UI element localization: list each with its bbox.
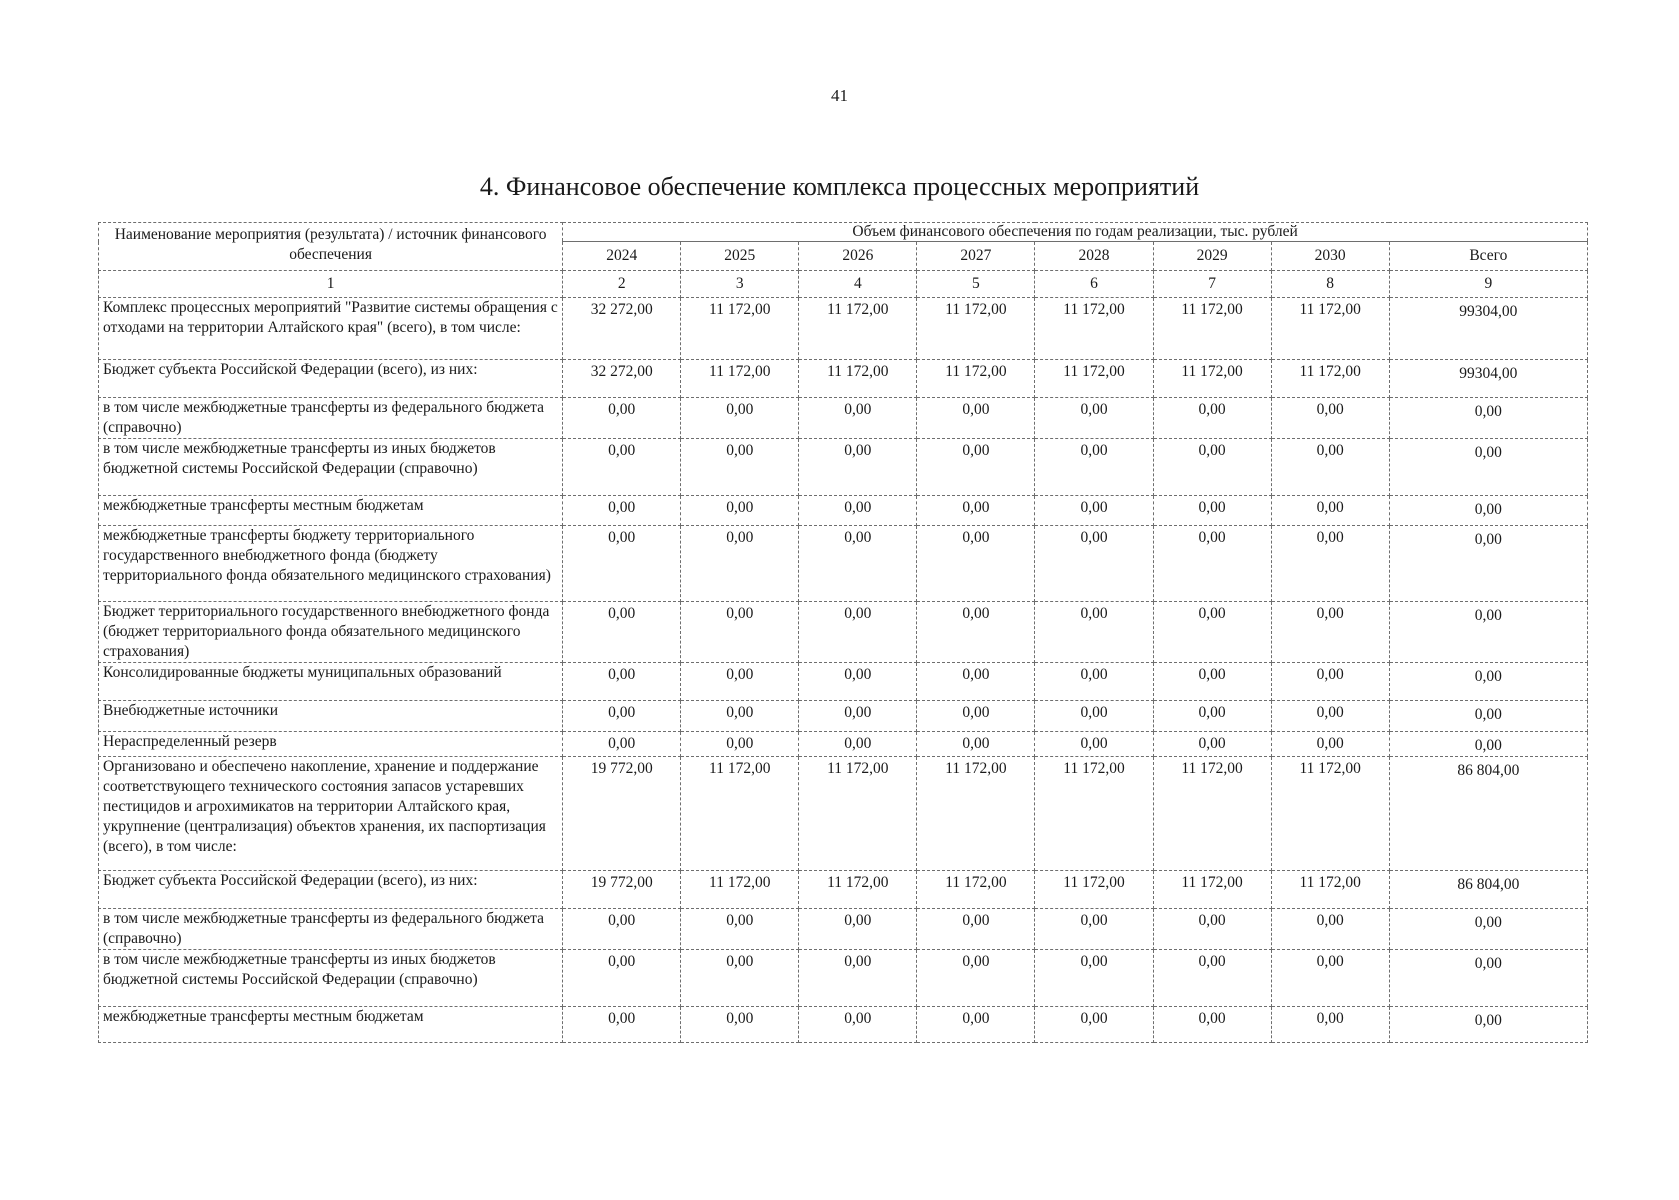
value-cell-2025: 0,00 xyxy=(681,663,799,701)
value-cell-2024: 0,00 xyxy=(563,909,681,950)
value-cell-2027: 0,00 xyxy=(917,950,1035,1007)
value-cell-2026: 11 172,00 xyxy=(799,360,917,398)
value-cell-2030: 11 172,00 xyxy=(1271,360,1389,398)
table-row xyxy=(99,732,1588,757)
column-number: 2 xyxy=(563,271,681,298)
table-row xyxy=(99,602,1588,663)
value-cell-2030: 0,00 xyxy=(1271,732,1389,757)
total-cell: 0,00 xyxy=(1389,602,1587,663)
value-cell-2025: 0,00 xyxy=(681,439,799,496)
value-cell-2028: 11 172,00 xyxy=(1035,298,1153,360)
value-cell-2024: 0,00 xyxy=(563,663,681,701)
value-cell-2030: 0,00 xyxy=(1271,950,1389,1007)
value-cell-2027: 0,00 xyxy=(917,732,1035,757)
column-number: 9 xyxy=(1389,271,1587,298)
value-cell-2027: 0,00 xyxy=(917,909,1035,950)
value-cell-2026: 0,00 xyxy=(799,732,917,757)
value-cell-2026: 0,00 xyxy=(799,701,917,732)
total-cell: 99304,00 xyxy=(1389,298,1587,360)
table-row xyxy=(99,496,1588,526)
value-cell-2029: 0,00 xyxy=(1153,950,1271,1007)
table-row xyxy=(99,439,1588,496)
value-cell-2025: 0,00 xyxy=(681,1007,799,1043)
value-cell-2025: 11 172,00 xyxy=(681,298,799,360)
value-cell-2028: 0,00 xyxy=(1035,526,1153,602)
table-row xyxy=(99,701,1588,732)
value-cell-2025: 11 172,00 xyxy=(681,360,799,398)
value-cell-2029: 11 172,00 xyxy=(1153,298,1271,360)
row-name-cell: Организовано и обеспечено накопление, хранение и поддержание соответствующего технического состояния запасов устаревших пестицидов и агрохимикатов на территории Алтайского края, укрупнение (централизация) объектов хранения, их паспортизация (всего), в том числе: xyxy=(99,757,563,871)
value-cell-2029: 0,00 xyxy=(1153,732,1271,757)
value-cell-2028: 0,00 xyxy=(1035,909,1153,950)
value-cell-2027: 0,00 xyxy=(917,398,1035,439)
row-name-cell: межбюджетные трансферты бюджету территориального государственного внебюджетного фонда (бюджету территориального фонда обязательного медицинского страхования) xyxy=(99,526,563,602)
value-cell-2030: 11 172,00 xyxy=(1271,871,1389,909)
total-cell: 0,00 xyxy=(1389,1007,1587,1043)
table-row xyxy=(99,398,1588,439)
header-financing-group: Объем финансового обеспечения по годам реализации, тыс. рублей xyxy=(563,223,1588,242)
value-cell-2029: 0,00 xyxy=(1153,526,1271,602)
value-cell-2025: 0,00 xyxy=(681,909,799,950)
column-number: 7 xyxy=(1153,271,1271,298)
value-cell-2026: 0,00 xyxy=(799,602,917,663)
value-cell-2024: 0,00 xyxy=(563,496,681,526)
value-cell-2024: 32 272,00 xyxy=(563,298,681,360)
table-row xyxy=(99,360,1588,398)
value-cell-2029: 11 172,00 xyxy=(1153,871,1271,909)
value-cell-2030: 0,00 xyxy=(1271,663,1389,701)
value-cell-2027: 0,00 xyxy=(917,1007,1035,1043)
value-cell-2030: 0,00 xyxy=(1271,398,1389,439)
total-cell: 86 804,00 xyxy=(1389,871,1587,909)
row-name-cell: Бюджет субъекта Российской Федерации (всего), из них: xyxy=(99,871,563,909)
row-name-cell: Бюджет территориального государственного внебюджетного фонда (бюджет территориального фонда обязательного медицинского страхования) xyxy=(99,602,563,663)
value-cell-2028: 11 172,00 xyxy=(1035,871,1153,909)
row-name-cell: в том числе межбюджетные трансферты из иных бюджетов бюджетной системы Российской Федерации (справочно) xyxy=(99,950,563,1007)
value-cell-2030: 0,00 xyxy=(1271,602,1389,663)
value-cell-2025: 0,00 xyxy=(681,701,799,732)
value-cell-2024: 0,00 xyxy=(563,701,681,732)
total-cell: 0,00 xyxy=(1389,526,1587,602)
value-cell-2025: 0,00 xyxy=(681,496,799,526)
value-cell-2029: 0,00 xyxy=(1153,663,1271,701)
column-number: 5 xyxy=(917,271,1035,298)
header-name-cell: Наименование мероприятия (результата) / источник финансового обеспечения xyxy=(99,223,563,271)
value-cell-2027: 0,00 xyxy=(917,496,1035,526)
value-cell-2030: 0,00 xyxy=(1271,701,1389,732)
table-row xyxy=(99,950,1588,1007)
value-cell-2029: 0,00 xyxy=(1153,602,1271,663)
value-cell-2025: 0,00 xyxy=(681,398,799,439)
value-cell-2025: 11 172,00 xyxy=(681,757,799,871)
value-cell-2030: 0,00 xyxy=(1271,1007,1389,1043)
value-cell-2028: 0,00 xyxy=(1035,439,1153,496)
value-cell-2024: 19 772,00 xyxy=(563,757,681,871)
column-number: 4 xyxy=(799,271,917,298)
row-name-cell: в том числе межбюджетные трансферты из федерального бюджета (справочно) xyxy=(99,398,563,439)
value-cell-2029: 0,00 xyxy=(1153,909,1271,950)
value-cell-2025: 0,00 xyxy=(681,950,799,1007)
value-cell-2026: 0,00 xyxy=(799,496,917,526)
row-name-cell: межбюджетные трансферты местным бюджетам xyxy=(99,496,563,526)
value-cell-2024: 0,00 xyxy=(563,526,681,602)
value-cell-2029: 0,00 xyxy=(1153,439,1271,496)
value-cell-2028: 0,00 xyxy=(1035,398,1153,439)
row-name-cell: Внебюджетные источники xyxy=(99,701,563,732)
value-cell-2029: 0,00 xyxy=(1153,701,1271,732)
table-row xyxy=(99,909,1588,950)
value-cell-2027: 11 172,00 xyxy=(917,871,1035,909)
table-body xyxy=(99,298,1588,1043)
row-name-cell: Бюджет субъекта Российской Федерации (всего), из них: xyxy=(99,360,563,398)
value-cell-2026: 0,00 xyxy=(799,1007,917,1043)
table-row xyxy=(99,526,1588,602)
value-cell-2029: 11 172,00 xyxy=(1153,757,1271,871)
total-cell: 0,00 xyxy=(1389,663,1587,701)
header-year-2026: 2026 xyxy=(799,242,917,271)
page-number: 41 xyxy=(831,86,848,105)
row-name-cell: в том числе межбюджетные трансферты из федерального бюджета (справочно) xyxy=(99,909,563,950)
value-cell-2024: 19 772,00 xyxy=(563,871,681,909)
header-year-2029: 2029 xyxy=(1153,242,1271,271)
value-cell-2026: 0,00 xyxy=(799,526,917,602)
table-row xyxy=(99,1007,1588,1043)
total-cell: 0,00 xyxy=(1389,701,1587,732)
value-cell-2027: 11 172,00 xyxy=(917,360,1035,398)
total-cell: 86 804,00 xyxy=(1389,757,1587,871)
value-cell-2026: 0,00 xyxy=(799,439,917,496)
total-cell: 99304,00 xyxy=(1389,360,1587,398)
value-cell-2027: 0,00 xyxy=(917,663,1035,701)
header-total: Всего xyxy=(1389,242,1587,271)
value-cell-2026: 11 172,00 xyxy=(799,298,917,360)
row-name-cell: Нераспределенный резерв xyxy=(99,732,563,757)
value-cell-2028: 0,00 xyxy=(1035,663,1153,701)
page-title: 4. Финансовое обеспечение комплекса процессных мероприятий xyxy=(479,172,1200,201)
value-cell-2025: 0,00 xyxy=(681,602,799,663)
value-cell-2025: 0,00 xyxy=(681,732,799,757)
value-cell-2024: 0,00 xyxy=(563,398,681,439)
value-cell-2026: 0,00 xyxy=(799,663,917,701)
value-cell-2026: 0,00 xyxy=(799,398,917,439)
value-cell-2027: 0,00 xyxy=(917,602,1035,663)
total-cell: 0,00 xyxy=(1389,398,1587,439)
value-cell-2027: 11 172,00 xyxy=(917,757,1035,871)
value-cell-2025: 0,00 xyxy=(681,526,799,602)
value-cell-2026: 11 172,00 xyxy=(799,871,917,909)
row-name-cell: Комплекс процессных мероприятий "Развитие системы обращения с отходами на территории Алтайского края" (всего), в том числе: xyxy=(99,298,563,360)
value-cell-2027: 11 172,00 xyxy=(917,298,1035,360)
value-cell-2028: 0,00 xyxy=(1035,496,1153,526)
value-cell-2024: 0,00 xyxy=(563,602,681,663)
row-name-cell: Консолидированные бюджеты муниципальных образований xyxy=(99,663,563,701)
value-cell-2028: 0,00 xyxy=(1035,732,1153,757)
row-name-cell: в том числе межбюджетные трансферты из иных бюджетов бюджетной системы Российской Федерации (справочно) xyxy=(99,439,563,496)
value-cell-2028: 11 172,00 xyxy=(1035,360,1153,398)
financing-table xyxy=(98,222,1588,1043)
header-year-2027: 2027 xyxy=(917,242,1035,271)
value-cell-2026: 0,00 xyxy=(799,950,917,1007)
value-cell-2024: 0,00 xyxy=(563,439,681,496)
table-row xyxy=(99,663,1588,701)
value-cell-2028: 11 172,00 xyxy=(1035,757,1153,871)
column-number: 8 xyxy=(1271,271,1389,298)
table-row xyxy=(99,298,1588,360)
value-cell-2030: 11 172,00 xyxy=(1271,757,1389,871)
value-cell-2030: 0,00 xyxy=(1271,526,1389,602)
column-number: 6 xyxy=(1035,271,1153,298)
value-cell-2029: 0,00 xyxy=(1153,496,1271,526)
total-cell: 0,00 xyxy=(1389,732,1587,757)
column-number: 3 xyxy=(681,271,799,298)
value-cell-2026: 11 172,00 xyxy=(799,757,917,871)
table-row xyxy=(99,757,1588,871)
table-row xyxy=(99,871,1588,909)
value-cell-2024: 32 272,00 xyxy=(563,360,681,398)
value-cell-2027: 0,00 xyxy=(917,439,1035,496)
value-cell-2030: 0,00 xyxy=(1271,439,1389,496)
value-cell-2030: 0,00 xyxy=(1271,496,1389,526)
value-cell-2029: 0,00 xyxy=(1153,1007,1271,1043)
value-cell-2029: 11 172,00 xyxy=(1153,360,1271,398)
value-cell-2029: 0,00 xyxy=(1153,398,1271,439)
value-cell-2026: 0,00 xyxy=(799,909,917,950)
total-cell: 0,00 xyxy=(1389,909,1587,950)
total-cell: 0,00 xyxy=(1389,950,1587,1007)
value-cell-2025: 11 172,00 xyxy=(681,871,799,909)
value-cell-2024: 0,00 xyxy=(563,1007,681,1043)
column-number: 1 xyxy=(99,271,563,298)
value-cell-2028: 0,00 xyxy=(1035,1007,1153,1043)
value-cell-2028: 0,00 xyxy=(1035,602,1153,663)
header-year-2025: 2025 xyxy=(681,242,799,271)
value-cell-2027: 0,00 xyxy=(917,701,1035,732)
row-name-cell: межбюджетные трансферты местным бюджетам xyxy=(99,1007,563,1043)
value-cell-2024: 0,00 xyxy=(563,950,681,1007)
column-number-row xyxy=(99,271,1588,298)
header-year-2024: 2024 xyxy=(563,242,681,271)
total-cell: 0,00 xyxy=(1389,439,1587,496)
value-cell-2030: 0,00 xyxy=(1271,909,1389,950)
value-cell-2028: 0,00 xyxy=(1035,701,1153,732)
value-cell-2027: 0,00 xyxy=(917,526,1035,602)
value-cell-2030: 11 172,00 xyxy=(1271,298,1389,360)
total-cell: 0,00 xyxy=(1389,496,1587,526)
header-year-2028: 2028 xyxy=(1035,242,1153,271)
value-cell-2024: 0,00 xyxy=(563,732,681,757)
header-year-2030: 2030 xyxy=(1271,242,1389,271)
value-cell-2028: 0,00 xyxy=(1035,950,1153,1007)
